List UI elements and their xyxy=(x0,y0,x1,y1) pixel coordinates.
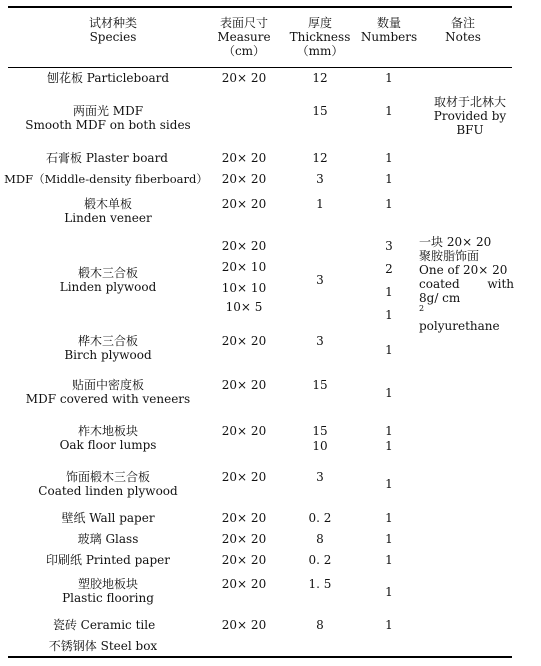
measure-cell: 10× 10 xyxy=(221,281,267,295)
measure-cell: 20× 20 xyxy=(221,424,267,438)
thickness-cell: 1 xyxy=(316,197,324,211)
number-cell: 2 xyxy=(385,262,393,276)
species-cell: 印刷纸 Printed paper xyxy=(46,553,170,567)
thickness-cell: 3 xyxy=(316,172,324,186)
species-cell: 壁纸 Wall paper xyxy=(61,511,155,525)
measure-cell: 10× 5 xyxy=(225,300,263,314)
measure-cell: 20× 20 xyxy=(221,553,267,567)
header-numbers: 数量 Numbers xyxy=(360,16,418,44)
measure-cell: 20× 20 xyxy=(221,618,267,632)
number-cell: 1 xyxy=(385,386,393,400)
header-measure: 表面尺寸 Measure （cm） xyxy=(217,16,271,58)
number-cell: 1 xyxy=(385,439,393,453)
measure-cell: 20× 20 xyxy=(221,532,267,546)
header-notes: 备注 Notes xyxy=(445,16,481,44)
measure-cell: 20× 20 xyxy=(221,577,267,591)
species-cell: 桦木三合板 Birch plywood xyxy=(64,334,152,362)
number-cell: 1 xyxy=(385,308,393,322)
species-cell: 塑胶地板块 Plastic flooring xyxy=(62,577,154,605)
thickness-cell: 8 xyxy=(316,532,324,546)
thickness-cell: 15 xyxy=(312,424,328,438)
species-cell: 椴木三合板 Linden plywood xyxy=(59,266,157,294)
species-cell: 椴木单板 Linden veneer xyxy=(64,197,152,225)
measure-cell: 20× 20 xyxy=(221,172,267,186)
number-cell: 1 xyxy=(385,285,393,299)
notes-coated: 一块 20× 20 聚胺脂饰面 One of 20× 20 coated with 8g/ cm $^2$ polyurethane xyxy=(419,235,514,333)
species-cell: 两面光 MDF Smooth MDF on both sides xyxy=(25,104,191,132)
thickness-cell: 12 xyxy=(312,71,328,85)
number-cell: 1 xyxy=(385,104,393,118)
measure-cell: 20× 10 xyxy=(221,260,267,274)
thickness-cell: 3 xyxy=(316,334,324,348)
thickness-cell: 3 xyxy=(316,470,324,484)
thickness-cell: 0. 2 xyxy=(308,511,332,525)
table-bottom-rule xyxy=(8,656,512,658)
measure-cell: 20× 20 xyxy=(221,334,267,348)
species-cell: 饰面椴木三合板 Coated linden plywood xyxy=(38,470,178,498)
number-cell: 1 xyxy=(385,197,393,211)
number-cell: 1 xyxy=(385,172,393,186)
thickness-cell: 12 xyxy=(312,151,328,165)
header-thickness: 厚度 Thickness （mm） xyxy=(289,16,351,58)
number-cell: 1 xyxy=(385,477,393,491)
species-cell: 刨花板 Particleboard xyxy=(46,71,170,85)
number-cell: 1 xyxy=(385,151,393,165)
measure-cell: 20× 20 xyxy=(221,511,267,525)
table-header-rule xyxy=(8,67,512,68)
number-cell: 1 xyxy=(385,618,393,632)
species-cell: 瓷砖 Ceramic tile xyxy=(52,618,156,632)
header-species: 试材种类 Species xyxy=(88,16,137,44)
number-cell: 1 xyxy=(385,343,393,357)
thickness-cell: 10 xyxy=(312,439,328,453)
species-cell: 不锈钢体 Steel box xyxy=(48,639,158,653)
number-cell: 1 xyxy=(385,71,393,85)
measure-cell: 20× 20 xyxy=(221,239,267,253)
species-cell: MDF（Middle-density fiberboard） xyxy=(4,172,208,186)
thickness-cell: 0. 2 xyxy=(308,553,332,567)
species-cell: 柞木地板块 Oak floor lumps xyxy=(59,424,157,452)
number-cell: 1 xyxy=(385,511,393,525)
thickness-cell: 15 xyxy=(312,104,328,118)
species-cell: 玻璃 Glass xyxy=(77,532,139,546)
thickness-cell: 15 xyxy=(312,378,328,392)
thickness-cell: 8 xyxy=(316,618,324,632)
table-top-rule xyxy=(8,6,512,8)
number-cell: 1 xyxy=(385,424,393,438)
measure-cell: 20× 20 xyxy=(221,378,267,392)
notes-bfu: 取材于北林大 Provided by BFU xyxy=(433,95,507,137)
measure-cell: 20× 20 xyxy=(221,470,267,484)
number-cell: 1 xyxy=(385,553,393,567)
measure-cell: 20× 20 xyxy=(221,151,267,165)
species-cell: 石膏板 Plaster board xyxy=(46,151,168,165)
measure-cell: 20× 20 xyxy=(221,71,267,85)
number-cell: 1 xyxy=(385,585,393,599)
thickness-cell: 1. 5 xyxy=(308,577,332,591)
measure-cell: 20× 20 xyxy=(221,197,267,211)
thickness-cell: 3 xyxy=(316,273,324,287)
number-cell: 3 xyxy=(385,239,393,253)
species-cell: 贴面中密度板 MDF covered with veneers xyxy=(25,378,191,406)
number-cell: 1 xyxy=(385,532,393,546)
